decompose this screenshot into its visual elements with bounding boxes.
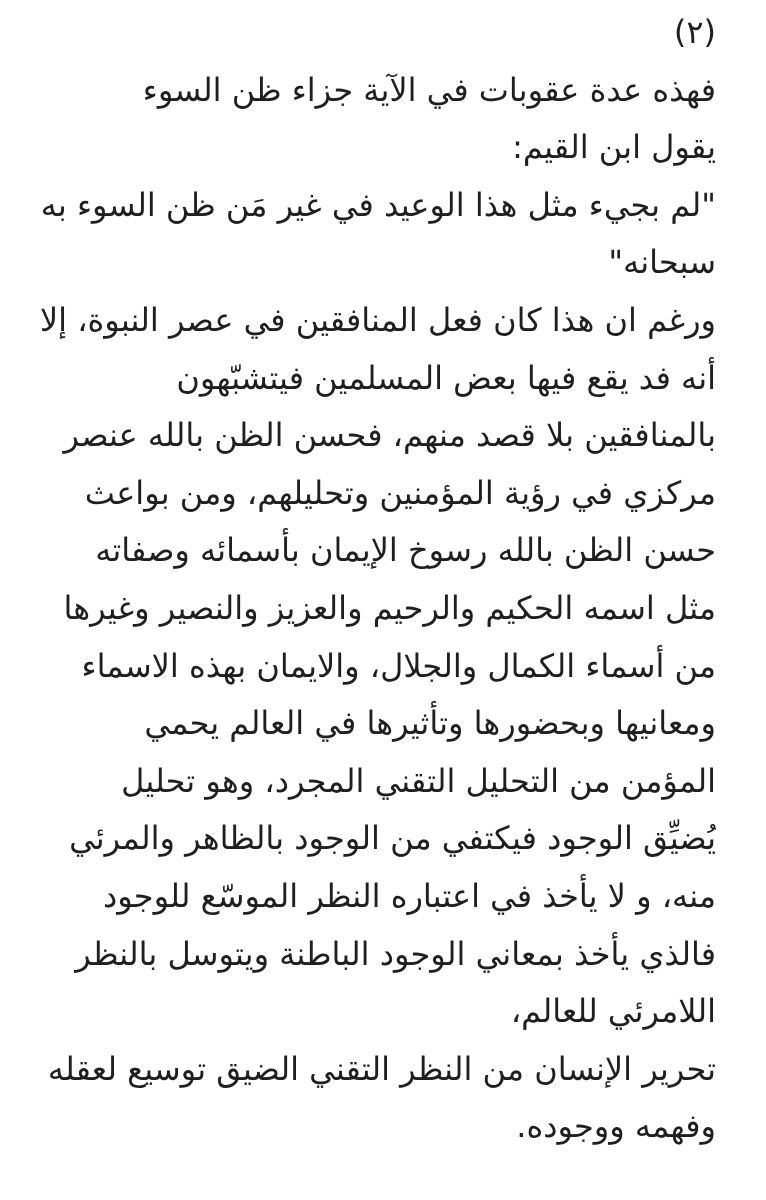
text-line: أنه فد يقع فيها بعض المسلمين فيتشبّهون — [176, 358, 716, 397]
text-line: سبحانه" — [608, 243, 716, 282]
text-line: اللامرئي للعالم، — [510, 992, 716, 1031]
text-line: تحرير الإنسان من النظر التقني الضيق توسيع لعقله — [47, 1049, 716, 1088]
text-line: ورغم ان هذا كان فعل المنافقين في عصر النبوة، إلا — [39, 300, 716, 339]
page-marker: (٢) — [673, 13, 716, 51]
text-line: "لم بجيء مثل هذا الوعيد في غير مَن ظن السوء به — [40, 185, 716, 224]
text-line: حسن الظن بالله رسوخ الإيمان بأسمائه وصفاته — [95, 531, 716, 570]
text-line: من أسماء الكمال والجلال، والايمان بهذه الاسماء — [81, 646, 716, 685]
text-line: فالذي يأخذ بمعاني الوجود الباطنة ويتوسل بالنظر — [75, 934, 716, 973]
text-line: مركزي في رؤية المؤمنين وتحليلهم، ومن بواعث — [84, 473, 716, 512]
text-line: منه، و لا يأخذ في اعتباره النظر الموسّع للوجود — [103, 876, 716, 915]
text-line: بالمنافقين بلا قصد منهم، فحسن الظن بالله عنصر — [63, 416, 716, 455]
text-line: يُضيِّق الوجود فيكتفي من الوجود بالظاهر والمرئي — [69, 819, 716, 858]
text-line: وفهمه ووجوده. — [516, 1107, 716, 1146]
text-line: فهذه عدة عقوبات في الآية جزاء ظن السوء — [142, 70, 716, 109]
text-line: المؤمن من التحليل التقني المجرد، وهو تحليل — [121, 761, 716, 800]
note-text — [26, 4, 716, 1156]
text-line: مثل اسمه الحكيم والرحيم والعزيز والنصير وغيرها — [63, 588, 716, 627]
text-line: يقول ابن القيم: — [512, 128, 716, 167]
text-line: ومعانيها وبحضورها وتأثيرها في العالم يحمي — [144, 704, 716, 743]
